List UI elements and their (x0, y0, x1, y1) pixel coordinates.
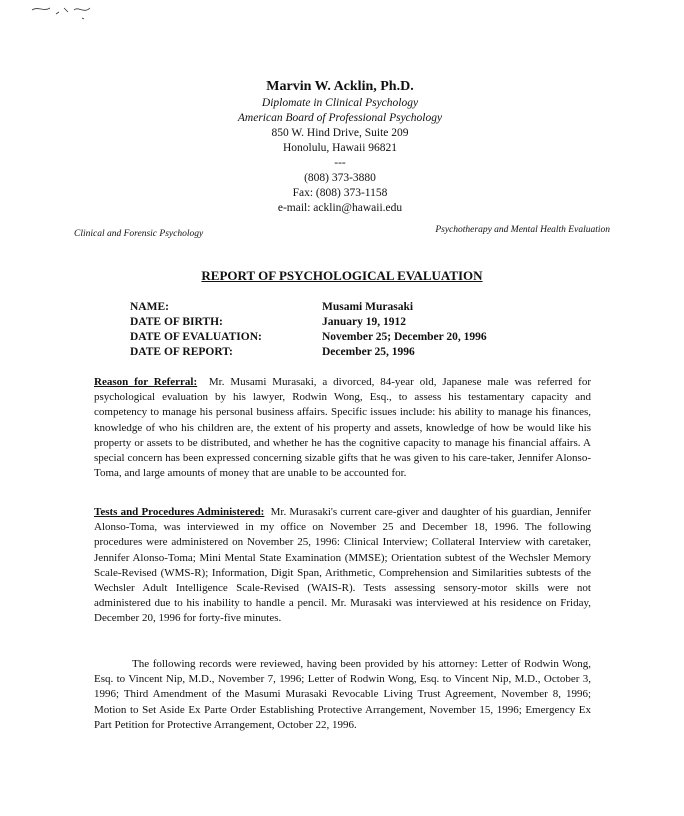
identifying-facts (130, 300, 542, 360)
phone-line: (808) 373-3880 (304, 172, 376, 184)
fact-label: NAME: (130, 301, 169, 313)
fact-label: DATE OF REPORT: (130, 346, 233, 358)
address-line-2: Honolulu, Hawaii 96821 (282, 142, 398, 154)
referral-heading: Reason for Referral: (94, 376, 198, 388)
fact-value: Musami Murasaki (322, 301, 414, 313)
address-line-1: 850 W. Hind Drive, Suite 209 (271, 127, 409, 139)
fact-row-report (130, 345, 542, 360)
fact-row-birth (130, 315, 542, 330)
referral-paragraph (94, 375, 591, 481)
records-paragraph (94, 657, 591, 733)
psychologist-name: Marvin W. Acklin, Ph.D. (266, 79, 414, 94)
practice-left: Clinical and Forensic Psychology (74, 229, 204, 239)
fact-row-evaluation (130, 330, 542, 345)
letterhead (200, 78, 480, 216)
fact-label: DATE OF BIRTH: (130, 316, 223, 328)
procedures-paragraph (94, 505, 591, 627)
board-line: American Board of Professional Psychology (237, 112, 443, 124)
fax-line: Fax: (808) 373-1158 (292, 187, 388, 199)
procedures-heading: Tests and Procedures Administered: (94, 506, 265, 518)
fact-value: January 19, 1912 (322, 316, 407, 328)
records-text: The following records were reviewed, having been provided by his attorney: Letter of Rodwin Wong, Esq. to Vincent Nip, M.D., November 7, 1996; Letter of Rodwin Wong, Esq. to Vincent Nip, M.D., October 3, 1996; Third Amendment of the Masumi Murasaki Revocable Living Trust Agreement, November 8, 1996; Motion to Set Aside Ex Parte Order Establishing Protective Arrangement, November 15, 1996; Emergency Ex Part Petition for Protective Arrangement, October 22, 1996. (94, 658, 591, 731)
practice-right: Psychotherapy and Mental Health Evaluation (435, 225, 610, 235)
diplomate-line: Diplomate in Clinical Psychology (261, 97, 419, 109)
report-title: REPORT OF PSYCHOLOGICAL EVALUATION (201, 268, 483, 283)
email-line: e-mail: acklin@hawaii.edu (277, 202, 403, 214)
separator: --- (334, 157, 346, 169)
fact-label: DATE OF EVALUATION: (130, 331, 262, 343)
procedures-text: Mr. Murasaki's current care-giver and daughter of his guardian, Jennifer Alonso-Toma, was interviewed in my office on November 25 and December 18, 1996. The following procedures were administered on November 25, 1996: Clinical Interview; Collateral Interview with caretaker, Jennifer Alonso-Toma; Mini Mental State Examination (MMSE); Orientation subtest of the Wechsler Memory Scale-Revised (WMS-R); Information, Digit Span, Arithmetic, Comprehension and Similarities subtests of the Wechsler Adult Intelligence Scale-Revised (WAIS-R). Tests assessing sensory-motor skills were not administered due to his inability to handle a pencil. Mr. Murasaki was interviewed at his residence on Friday, December 20, 1996 for forty-five minutes. (94, 506, 592, 625)
fact-value: December 25, 1996 (322, 346, 415, 358)
fact-value: November 25; December 20, 1996 (322, 331, 487, 343)
referral-text: Mr. Musami Murasaki, a divorced, 84-year old, Japanese male was referred for psychological evaluation by his lawyer, Rodwin Wong, Esq., to assess his testamentary capacity and competency to manage his personal business affairs. Specific issues include: his ability to manage his finances, knowledge of who his children are, the extent of his property and assets, knowledge of how be would like his property or assets to be distributed, and whether he has the cognitive capacity to manage his financial affairs. A special concern has been expressed concerning sizable gifts that he was given to his care-taker, Jennifer Alonso-Toma, and large amounts of money that are unable to be accounted for. (94, 376, 592, 480)
handwritten-mark (30, 2, 100, 22)
fact-row-name (130, 300, 542, 315)
